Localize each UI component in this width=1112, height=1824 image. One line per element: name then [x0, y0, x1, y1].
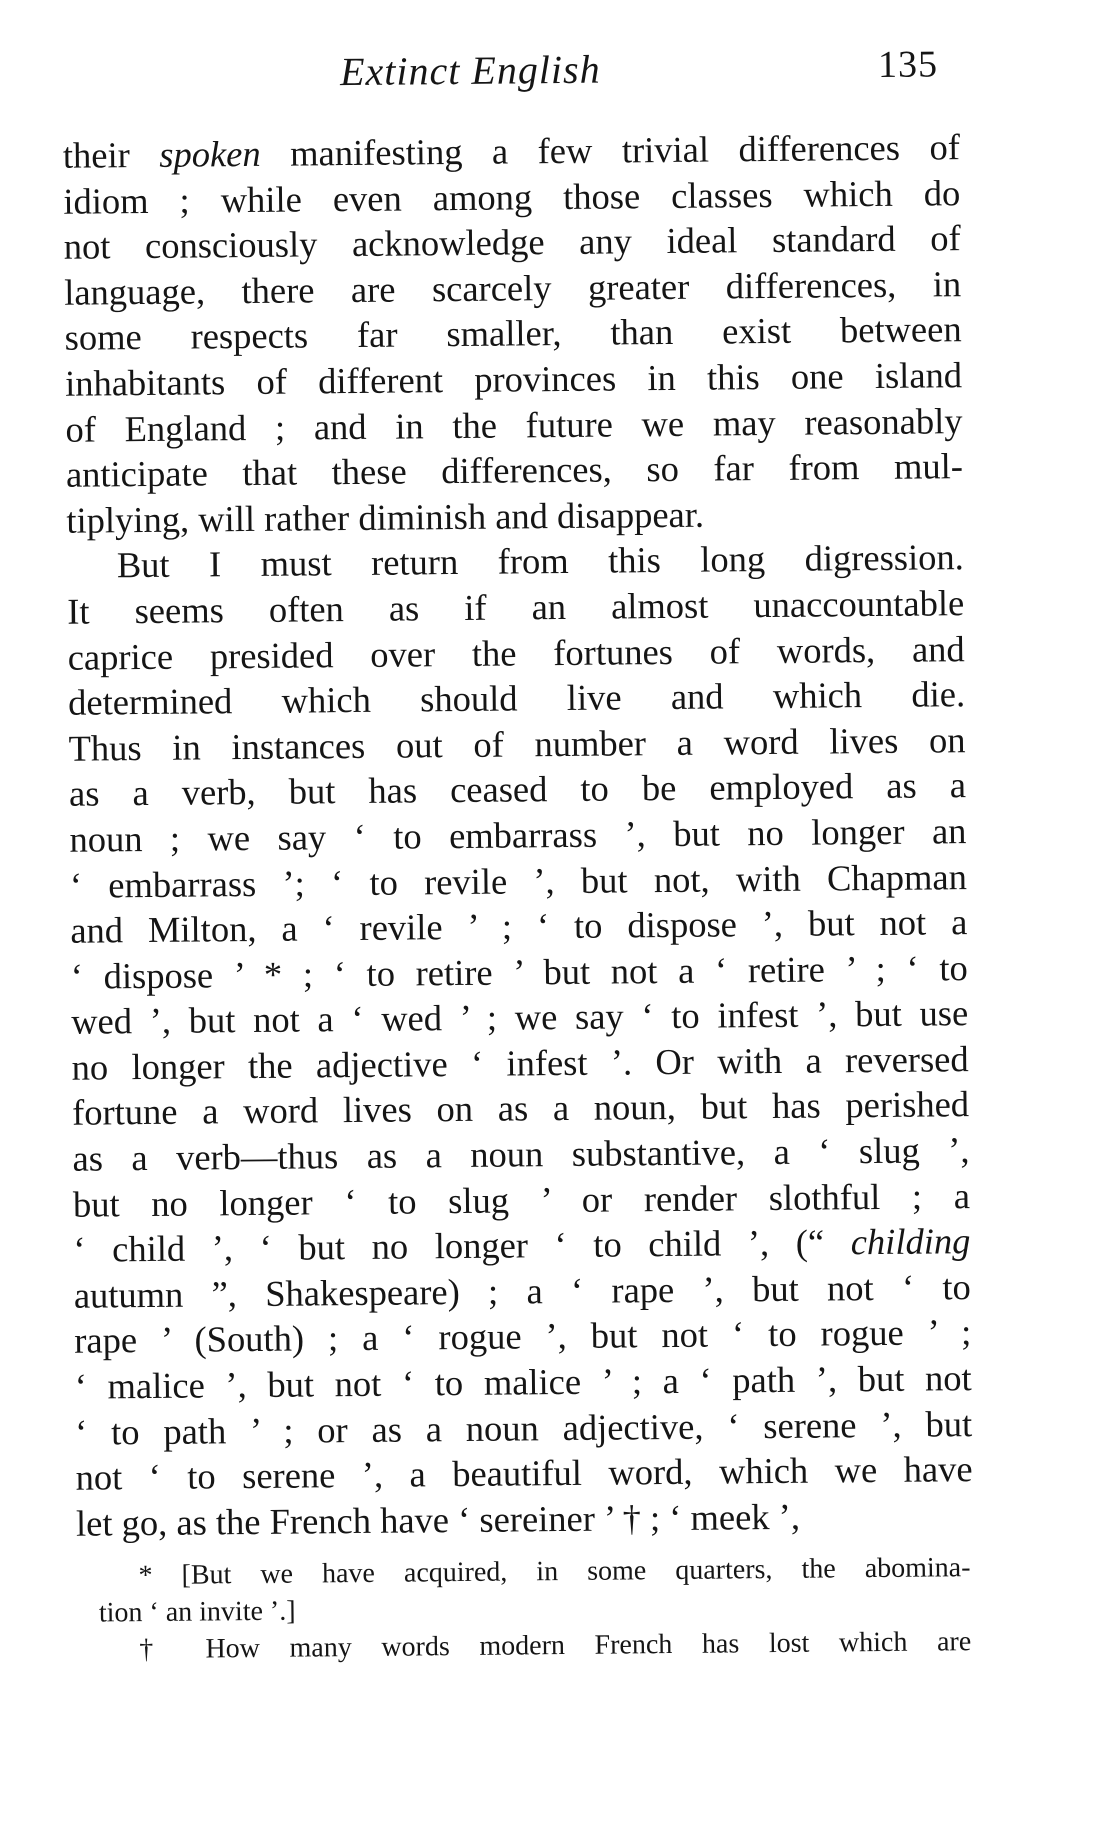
- text-line: ‘ child ’, ‘ but no longer ‘ to child ’, (“ childing: [73, 1220, 971, 1270]
- text-line: fortune a word lives on as a noun, but has perished: [71, 1083, 970, 1134]
- text-line: autumn ”, Shakespeare) ; a ‘ rape ’, but not ‘ to: [73, 1265, 971, 1316]
- text-line: some respects far smaller, than exist between: [64, 308, 962, 359]
- text-line: ‘ dispose ’ * ; ‘ to retire ’ but not a ‘ retire ’ ; ‘ to: [70, 946, 968, 997]
- text-line: language, there are scarcely greater differences, in: [64, 262, 962, 313]
- running-head: Extinct English: [339, 46, 601, 95]
- text-line: wed ’, but not a ‘ wed ’ ; we say ‘ to infest ’, but use: [71, 992, 969, 1043]
- text-line: but no longer ‘ to slug ’ or render slothful ; a: [72, 1174, 971, 1225]
- footnote-line: † How many words modern French has lost which are: [139, 1626, 972, 1666]
- footnotes: [98, 1549, 971, 1668]
- text-line: determined which should live and which die.: [67, 673, 966, 723]
- text-line: and Milton, a ‘ revile ’ ; ‘ to dispose ’, but not a: [70, 901, 968, 951]
- text-line: not ‘ to serene ’, a beautiful word, which we have: [75, 1448, 973, 1498]
- text-line: ‘ malice ’, but not ‘ to malice ’ ; a ‘ path ’, but not: [74, 1357, 972, 1407]
- footnote-line: tion ‘ an invite ’.]: [98, 1595, 296, 1629]
- body-text: [63, 124, 974, 1546]
- page-number: 135: [877, 43, 939, 86]
- text-line: anticipate that these differences, so far from mul-: [65, 445, 964, 495]
- text-line: ‘ embarrass ’; ‘ to revile ’, but not, with Chapman: [69, 855, 968, 906]
- text-line: caprice presided over the fortunes of words, and: [67, 627, 965, 678]
- text-line: It seems often as if an almost unaccountable: [67, 582, 965, 632]
- text-line: as a verb, but has ceased to be employed as a: [68, 764, 967, 815]
- text-line: their spoken manifesting a few trivial differences of: [62, 126, 961, 176]
- footnote-line: * [But we have acquired, in some quarters, the abomina-: [138, 1552, 971, 1592]
- text-line: no longer the adjective ‘ infest ’. Or with a reversed: [71, 1037, 969, 1088]
- text-line: of England ; and in the future we may reasonably: [65, 399, 963, 450]
- text-line: idiom ; while even among those classes which do: [63, 171, 961, 222]
- text-line: Thus in instances out of number a word lives on: [68, 718, 966, 769]
- text-line: tiplying, will rather diminish and disappear.: [66, 493, 705, 541]
- text-line: inhabitants of different provinces in this one island: [64, 354, 963, 404]
- text-line: But I must return from this long digression.: [116, 536, 964, 586]
- text-line: not consciously acknowledge any ideal standard of: [63, 217, 961, 267]
- text-line: noun ; we say ‘ to embarrass ’, but no longer an: [69, 810, 967, 860]
- text-line: as a verb—thus as a noun substantive, a ‘ slug ’,: [72, 1129, 970, 1179]
- text-line: rape ’ (South) ; a ‘ rogue ’, but not ‘ to rogue ’ ;: [74, 1311, 972, 1362]
- text-line: let go, as the French have ‘ sereiner ’ † ; ‘ meek ’,: [75, 1495, 801, 1544]
- text-line: ‘ to path ’ ; or as a noun adjective, ‘ serene ’, but: [74, 1402, 973, 1453]
